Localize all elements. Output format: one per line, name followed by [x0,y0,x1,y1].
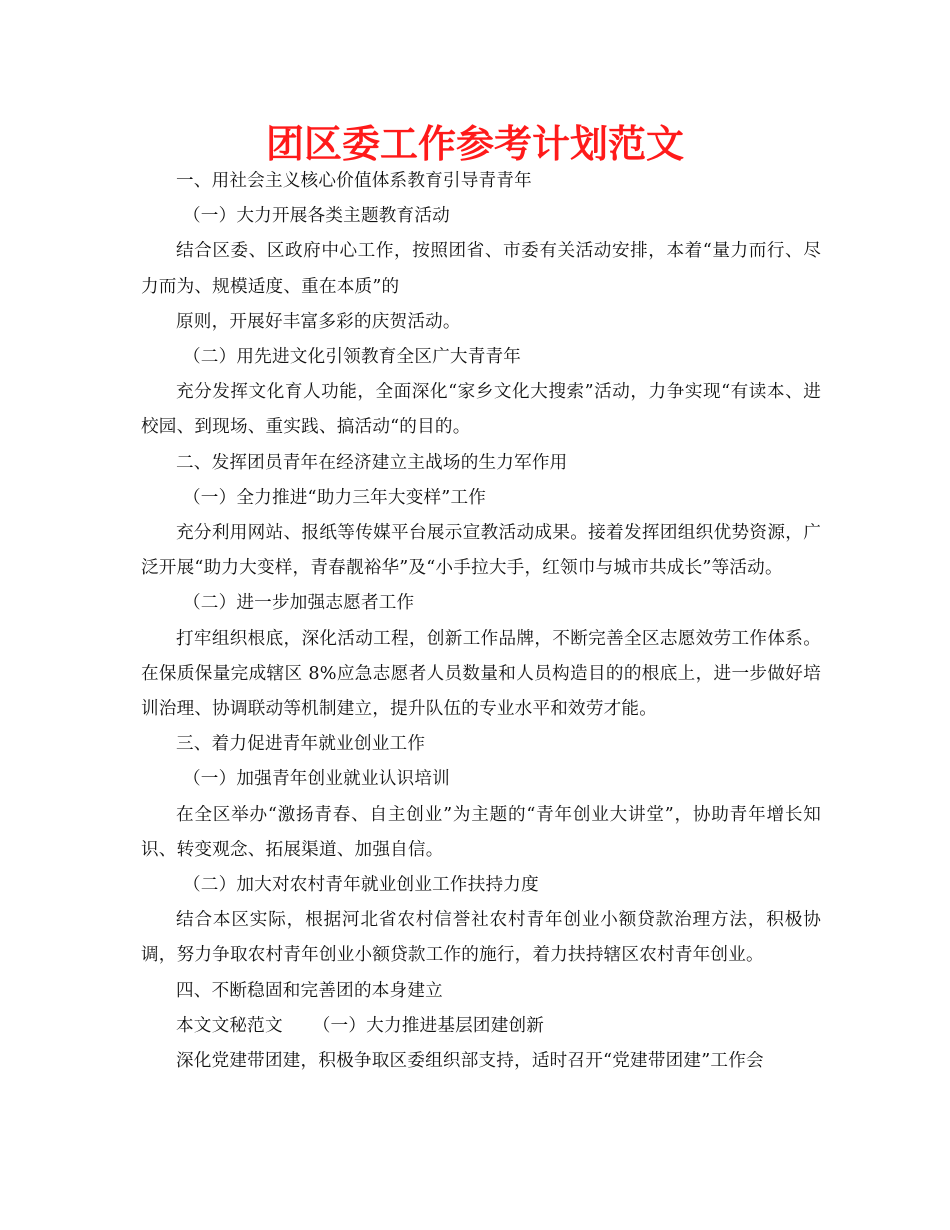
paragraph-4-1: 深化党建带团建，积极争取区委组织部支持，适时召开“党建带团建”工作会 [176,1051,764,1072]
section-heading-4: 四、不断稳固和完善团的本身建立 [176,980,443,1001]
watermark-label: 本文文秘范文 [176,1015,283,1036]
subsection-heading-4-1: （一）大力推进基层团建创新 [312,1015,545,1036]
document-title: 团区委工作参考计划范文 [265,122,684,166]
paragraph-3-2: 结合本区实际，根据河北省农村信誉社农村青年创业小额贷款治理方法，积极协调，努力争取农村青年创业小额贷款工作的施行，着力扶持辖区农村青年创业。 [141,910,821,966]
paragraph-2-1: 充分利用网站、报纸等传媒平台展示宣教活动成果。接着发挥团组织优势资源，广泛开展“助力大变样，青春靓裕华”及“小手拉大手，红领巾与城市共成长”等活动。 [141,523,821,579]
paragraph-1-1-cont: 原则，开展好丰富多彩的庆贺活动。 [176,311,461,332]
section-heading-2: 二、发挥团员青年在经济建立主战场的生力军作用 [176,452,568,473]
subsection-heading-3-1: （一）加强青年创业就业认识培训 [183,769,450,790]
section-heading-3: 三、着力促进青年就业创业工作 [176,734,426,755]
document-body [141,164,821,1079]
paragraph-1-1: 结合区委、区政府中心工作，按照团省、市委有关活动安排，本着“量力而行、尽力而为、规模适度、重在本质”的 [141,241,821,297]
paragraph-1-2: 充分发挥文化育人功能，全面深化“家乡文化大搜索”活动，力争实现“有读本、进校园、到现场、重实践、搞活动“的目的。 [141,382,821,438]
subsection-heading-1-2: （二）用先进文化引领教育全区广大青青年 [183,347,522,368]
subsection-heading-1-1: （一）大力开展各类主题教育活动 [183,206,450,227]
paragraph-2-2: 打牢组织根底，深化活动工程，创新工作品牌，不断完善全区志愿效劳工作体系。在保质保量完成辖区 8%应急志愿者人员数量和人员构造目的的根底上，进一步做好培训治理、协调联动等机制建立，提升队伍的专业水平和效劳才能。 [141,628,821,720]
paragraph-3-1: 在全区举办“激扬青春、自主创业”为主题的“青年创业大讲堂”，协助青年增长知识、转变观念、拓展渠道、加强自信。 [141,804,821,860]
subsection-heading-3-2: （二）加大对农村青年就业创业工作扶持力度 [183,875,539,896]
subsection-heading-2-1: （一）全力推进“助力三年大变样”工作 [183,487,487,508]
section-heading-1: 一、用社会主义核心价值体系教育引导青青年 [176,171,532,191]
subsection-heading-2-2: （二）进一步加强志愿者工作 [183,593,415,614]
section-4-line [141,1009,821,1044]
